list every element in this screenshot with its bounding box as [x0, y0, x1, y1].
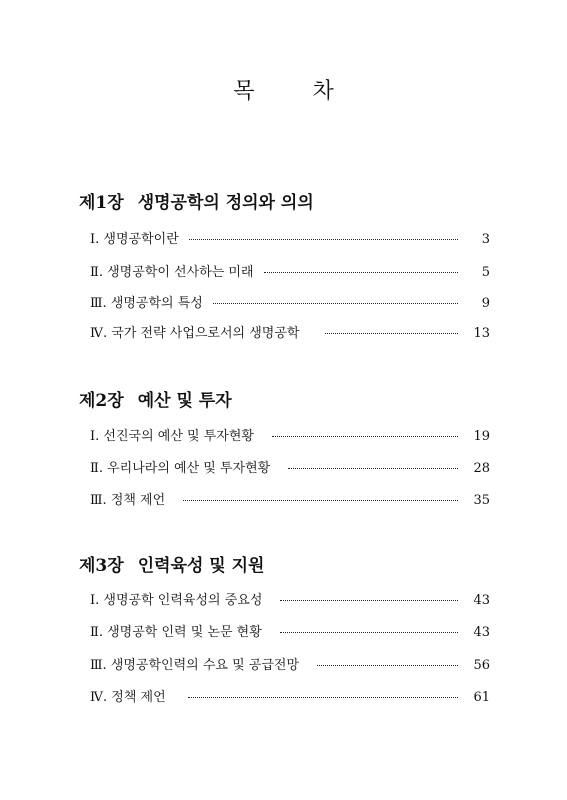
toc-entry[interactable]: [90, 457, 490, 477]
toc-title-right: 차: [312, 79, 334, 104]
entry-page-number: 56: [473, 658, 490, 673]
chapter-3-heading: [79, 551, 264, 576]
dot-leader: [264, 272, 458, 273]
entry-page-number: 28: [473, 461, 490, 476]
toc-entry[interactable]: [90, 589, 490, 609]
entry-numeral: Ⅰ.: [90, 232, 100, 247]
toc-entry[interactable]: [90, 425, 490, 445]
entry-page-number: 13: [473, 326, 490, 341]
entry-numeral: Ⅲ.: [90, 493, 107, 508]
entry-text: 국가 전략 사업으로서의 생명공학: [111, 326, 300, 341]
dot-leader: [183, 500, 458, 501]
entry-page-number: 3: [481, 232, 490, 247]
entry-text: 생명공학의 특성: [110, 296, 203, 311]
toc-title: [0, 74, 567, 105]
toc-entry[interactable]: [90, 292, 490, 312]
entry-numeral: Ⅰ.: [90, 593, 100, 608]
chapter-1-heading: [79, 188, 314, 213]
entry-text: 생명공학 인력 및 논문 현황: [107, 625, 262, 640]
entry-page-number: 19: [473, 429, 490, 444]
toc-entry[interactable]: [90, 621, 490, 641]
toc-entry[interactable]: [90, 489, 490, 509]
entry-page-number: 5: [481, 265, 490, 280]
toc-entry[interactable]: [90, 654, 490, 674]
dot-leader: [189, 239, 458, 240]
entry-text: 생명공학이란: [103, 232, 179, 247]
chapter-title: 생명공학의 정의와 의의: [137, 193, 314, 213]
dot-leader: [325, 333, 458, 334]
dot-leader: [288, 468, 458, 469]
dot-leader: [280, 632, 458, 633]
dot-leader: [317, 665, 458, 666]
chapter-title: 예산 및 투자: [137, 391, 232, 411]
chapter-number: 제3장: [79, 556, 124, 576]
entry-numeral: Ⅲ.: [90, 658, 107, 673]
toc-title-left: 목: [233, 79, 255, 104]
entry-page-number: 61: [473, 690, 490, 705]
toc-entry[interactable]: [90, 322, 490, 342]
entry-numeral: Ⅲ.: [90, 296, 107, 311]
entry-numeral: Ⅰ.: [90, 429, 100, 444]
entry-page-number: 43: [473, 593, 490, 608]
chapter-number: 제2장: [79, 391, 124, 411]
dot-leader: [213, 303, 458, 304]
entry-text: 생명공학이 선사하는 미래: [107, 265, 254, 280]
dot-leader: [272, 436, 458, 437]
entry-page-number: 43: [473, 625, 490, 640]
entry-page-number: 35: [473, 493, 490, 508]
toc-entry[interactable]: [90, 686, 490, 706]
chapter-2-heading: [79, 386, 232, 411]
entry-text: 생명공학 인력육성의 중요성: [103, 593, 263, 608]
entry-text: 우리나라의 예산 및 투자현황: [107, 461, 271, 476]
entry-numeral: Ⅱ.: [90, 265, 103, 280]
entry-numeral: Ⅱ.: [90, 461, 103, 476]
entry-numeral: Ⅳ.: [90, 690, 108, 705]
entry-text: 정책 제언: [111, 690, 166, 705]
entry-numeral: Ⅳ.: [90, 326, 108, 341]
dot-leader: [188, 697, 458, 698]
entry-text: 선진국의 예산 및 투자현황: [103, 429, 254, 444]
entry-numeral: Ⅱ.: [90, 625, 103, 640]
chapter-title: 인력육성 및 지원: [137, 556, 265, 576]
toc-entry[interactable]: [90, 228, 490, 248]
entry-text: 정책 제언: [110, 493, 166, 508]
toc-entry[interactable]: [90, 261, 490, 281]
dot-leader: [280, 600, 458, 601]
chapter-number: 제1장: [79, 193, 124, 213]
entry-page-number: 9: [481, 296, 490, 311]
entry-text: 생명공학인력의 수요 및 공급전망: [110, 658, 300, 673]
